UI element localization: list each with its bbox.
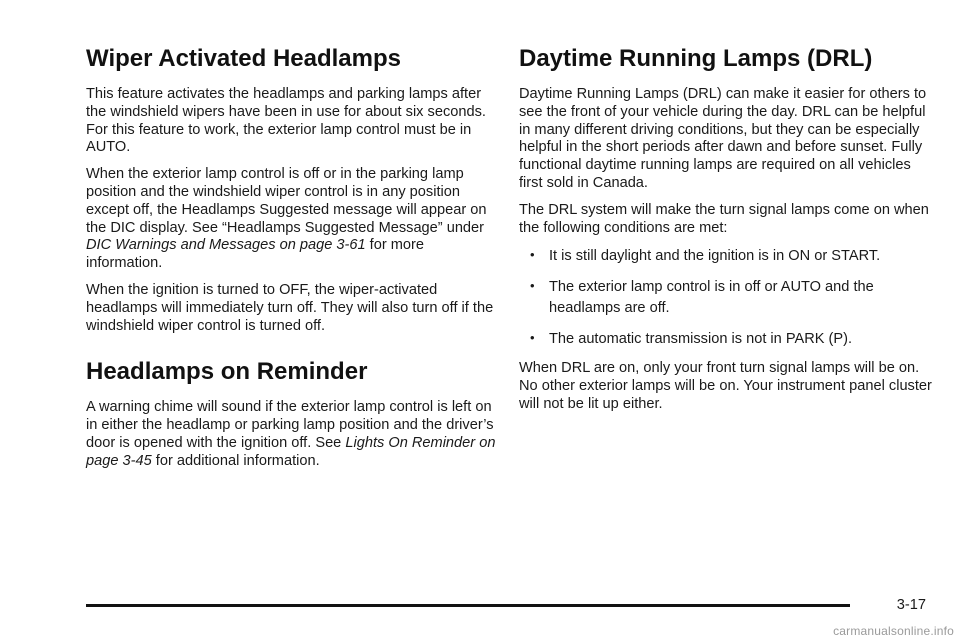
paragraph-text: for more information. bbox=[86, 237, 424, 272]
page-number: 3-17 bbox=[896, 597, 926, 613]
footer-rule bbox=[86, 604, 850, 607]
bullet-icon: • bbox=[530, 330, 535, 346]
bullet-icon: • bbox=[530, 278, 535, 294]
list-item bbox=[519, 246, 934, 267]
list-item bbox=[519, 329, 934, 350]
list-item-text: The automatic transmission is not in PARK (P). bbox=[549, 331, 853, 348]
paragraph: When DRL are on, only your front turn signal lamps will be on. No other exterior lamps will be on. Your instrument panel cluster will not be lit up either. bbox=[519, 360, 932, 412]
section-title-wiper-activated-headlamps: Wiper Activated Headlamps bbox=[86, 45, 401, 72]
paragraph bbox=[86, 399, 496, 470]
paragraph-text: for additional information. bbox=[151, 452, 320, 469]
conditions-list bbox=[519, 246, 934, 350]
paragraph: The DRL system will make the turn signal lamps come on when the following conditions are met: bbox=[519, 201, 929, 236]
paragraph: Daytime Running Lamps (DRL) can make it easier for others to see the front of your vehicle during the day. DRL can be helpful in many different driving conditions, but they can be especially helpful in the short periods after dawn and before sunset. Fully functional daytime running lamps are required on all vehicles first sold in Canada. bbox=[519, 86, 927, 191]
paragraph: This feature activates the headlamps and parking lamps after the windshield wipers have been in use for about six seconds. For this feature to work, the exterior lamp control must be in AUTO. bbox=[86, 86, 486, 156]
bullet-icon: • bbox=[530, 247, 535, 263]
paragraph-text: A warning chime will sound if the exterior lamp control is left on in either the headlamp or parking lamp position and the driver’s door is opened with the ignition off. See bbox=[86, 399, 494, 451]
right-column bbox=[519, 44, 934, 423]
paragraph-text: When the exterior lamp control is off or in the parking lamp position and the windshield wiper control is in any position except off, the Headlamps Suggested message will appear on the DIC display. See “Headlamps Suggested Message” under bbox=[86, 166, 487, 236]
list-item bbox=[519, 277, 934, 319]
section-title-daytime-running-lamps: Daytime Running Lamps (DRL) bbox=[519, 45, 873, 72]
list-item-text: It is still daylight and the ignition is in ON or START. bbox=[549, 248, 881, 265]
paragraph: When the ignition is turned to OFF, the wiper-activated headlamps will immediately turn off. They will also turn off if the windshield wiper control is turned off. bbox=[86, 281, 494, 334]
cross-reference: Lights On Reminder on page 3-45 bbox=[86, 434, 496, 469]
watermark: carmanualsonline.info bbox=[833, 624, 954, 638]
cross-reference: DIC Warnings and Messages on page 3-61 bbox=[86, 237, 366, 254]
list-item-text: The exterior lamp control is in off or AUTO and the headlamps are off. bbox=[549, 279, 874, 317]
left-column bbox=[86, 44, 496, 480]
section-title-headlamps-on-reminder: Headlamps on Reminder bbox=[86, 358, 368, 386]
paragraph bbox=[86, 166, 496, 273]
